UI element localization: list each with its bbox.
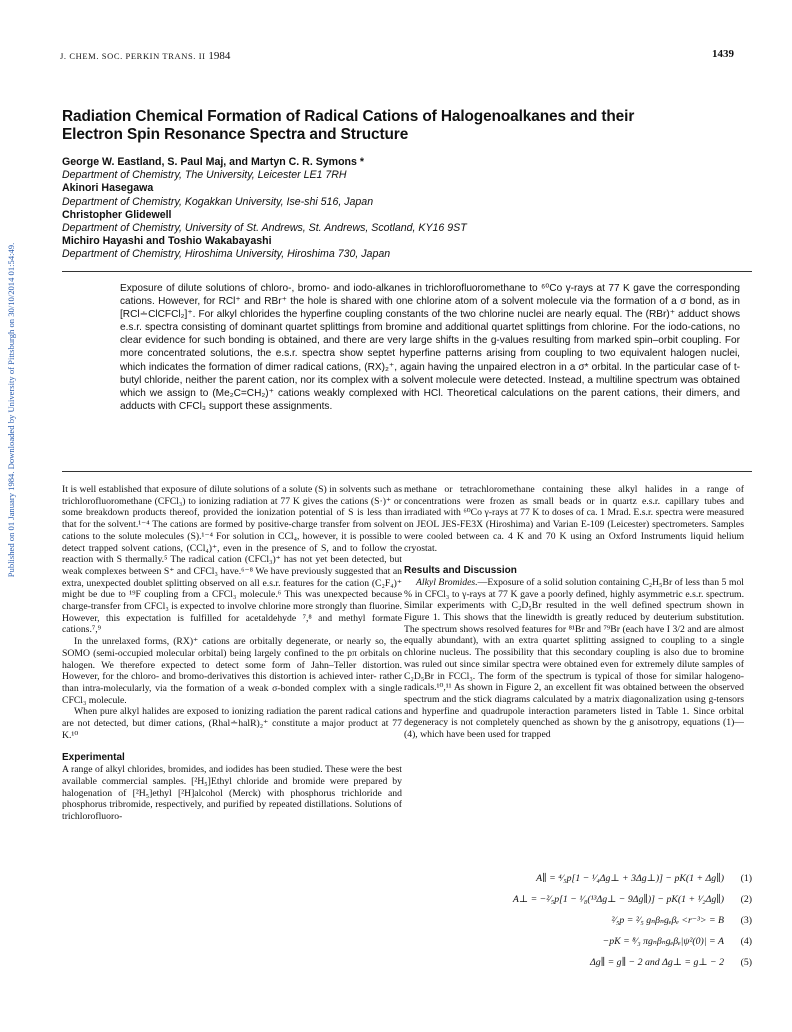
journal-name: J. CHEM. SOC. PERKIN TRANS. II <box>60 51 206 61</box>
results-text: —Exposure of a solid solution containing C₂H₅Br of less than 5 mol % in CFCl₃ to γ-rays at 77 K gave a poorly defined, highly asymmetric e.s.r. spectrum. Similar experiments with C₂D₅Br resulted in the well defined spectrum shown in Figure 1. This shows that the linewidth is greatly reduced by deuterium substitution. The spectrum shows resolved features for ⁸¹Br and ⁷⁹Br (each have I 3/2 and are almost equally abundant), with an extra quartet splitting assigned to coupling to a single chlorine nucleus. The possibility that this secondary coupling is also due to bromine was ruled out since similar spectra were obtained even for extremely dilute samples of C₂D₅Br in FCCl₃. The form of the spectrum is typical of those for similar halogeno-radicals.¹⁰,¹¹ As shown in Figure 2, an excellent fit was obtained between the observed spectrum and the stick diagrams calculated by a matrix diagonalization using g-tensors and hyperfine and quadrupole interaction parameters listed in Table 1. Since orbital degeneracy is not completely quenched as shown by the g anisotropy, equations (1)—(4), which have been used for trapped <box>404 576 744 741</box>
journal-year: 1984 <box>208 50 231 62</box>
journal-citation <box>60 50 230 62</box>
equation-expression: −pK = ⁸⁄₃ πgₙβₙgₑβₑ|ψ²(0)| = A <box>602 936 724 947</box>
intro-paragraph: It is well established that exposure of dilute solutions of a solute (S) in solvents such as trichlorofluoromethane (CFCl₃) to ionizing radiation at 77 K gives the cations (S·)⁺ or some breakdown products thereof, provided the ionization potential of S is less than that for the solvent.¹⁻⁴ The cations are formed by positive-charge transfer from solvent cations to the solute molecules (S).¹⁻⁴ For solution in CCl₄, however, it is possible to detect trapped solvent cations, (CCl₄)⁺, even in the presence of S, and to follow the reaction with S thermally.⁵ The radical cation (CFCl₃)⁺ has not yet been detected, but weak complexes between S⁺ and CFCl₃ have.⁶⁻⁸ We have previously suggested that an extra, unexpected doublet splitting observed on all e.s.r. features for the cation (C₂F₄)⁺ might be due to ¹⁹F coupling from a CFCl₃ molecule.⁶ This was unexpected because charge-transfer from CFCl₃ is expected to involve chlorine more strongly than fluorine. However, this expectation is fulfilled for acetaldehyde ⁷,⁸ and methyl formate cations.⁷,⁹ <box>62 484 402 636</box>
subsection-heading: Alkyl Bromides. <box>416 576 478 588</box>
equation <box>404 891 752 912</box>
equation-expression: Δg∥ = g∥ − 2 and Δg⊥ = g⊥ − 2 <box>590 957 724 968</box>
author-names: Michiro Hayashi and Toshio Wakabayashi <box>62 235 272 248</box>
equation-expression: A⊥ = −²⁄₅p[1 − ¹⁄₈(¹³Δg⊥ − 9Δg∥)] − pK(1 + ¹⁄₂Δg∥) <box>512 894 724 905</box>
equation-number: (1) <box>740 873 752 884</box>
author-list <box>62 156 742 262</box>
equation <box>404 954 752 975</box>
left-column <box>62 484 402 823</box>
running-header <box>60 48 734 62</box>
equation-block <box>404 870 752 975</box>
equation-number: (4) <box>740 936 752 947</box>
right-column <box>404 484 744 741</box>
equation <box>404 912 752 933</box>
title-line-1: Radiation Chemical Formation of Radical Cations of Halogenoalkanes and their <box>62 108 635 125</box>
experimental-continued: methane or tetrachloromethane containing these alkyl halides in a range of concentrations were frozen as small beads or in quartz e.s.r. capillary tubes and irradiated with ⁶⁰Co γ-rays at 77 K to doses of ca. 1 Mrad. E.s.r. spectra were measured on JEOL JES-FE3X (Hiroshima) and Varian E-109 (Leicester) spectrometers. Samples were cooled between ca. 4 K and 70 K using an Oxford Instruments liquid helium cryostat. <box>404 484 744 554</box>
author-names: George W. Eastland, S. Paul Maj, and Martyn C. R. Symons * <box>62 156 364 168</box>
equation-number: (5) <box>740 957 752 968</box>
equation-number: (2) <box>740 894 752 905</box>
author-affiliation: Department of Chemistry, University of St. Andrews, St. Andrews, Scotland, KY16 9ST <box>62 222 467 235</box>
experimental-paragraph: A range of alkyl chlorides, bromides, and iodides has been studied. These were the best available commercial samples. [²H₅]Ethyl chloride and bromide were prepared by halogenation of [²H₅]ethyl [²H]alcohol (Merck) with phosphorus trichloride and phosphorus tribromide, respectively, and purified by repeated distillations. Solutions of trichlorofluoro- <box>62 764 402 822</box>
equation <box>404 933 752 954</box>
equation <box>404 870 752 891</box>
download-note: Published on 01 January 1984. Downloaded by University of Pittsburgh on 30/10/2014 01:54:49. <box>6 242 16 578</box>
results-heading: Results and Discussion <box>404 565 517 577</box>
download-sidebar <box>2 170 20 650</box>
abstract-rule <box>62 471 752 472</box>
abstract: Exposure of dilute solutions of chloro-, bromo- and iodo-alkanes in trichlorofluoromethane to ⁶⁰Co γ-rays at 77 K gave the corresponding cations. However, for RCl⁺ and RBr⁺ the hole is shared with one chlorine atom of a solvent molecule via the formation of a σ bond, as in [RCl∸ClCFCl₂]⁺. For alkyl chlorides the hyperfine coupling constants of the two chlorine nuclei are nearly equal. The (RBr)⁺ adduct shows e.s.r. spectra consisting of dominant quartet splittings from bromine and additional quartet splittings from chlorine. For the iodo-cations, no clear evidence for such bonding is obtained, and there are very large shifts in the g-values resulting from marked spin–orbit coupling. For more concentrated solutions, the e.s.r. spectra show septet hyperfine patterns arising from coupling to two equivalent halogen nuclei, which indicates the formation of dimer radical cations, (RX)₂⁺, again having the unpaired electron in a σ* orbital. In the particular case of t-butyl chloride, neither the parent cation, nor its complex with a solvent molecule were detected. Instead, a multiline spectrum was obtained which we assign to (Me₂C=CH₂)⁺ cations weakly complexed with HCl. Theoretical calculations on the parent cations, their dimers, and adducts with CFCl₃ support these assignments. <box>120 283 740 412</box>
title-line-2: Electron Spin Resonance Spectra and Structure <box>62 126 409 143</box>
page-number: 1439 <box>712 48 734 60</box>
intro-paragraph: When pure alkyl halides are exposed to ionizing radiation the parent radical cations are not detected, but dimer cations, (Rhal∸halR)₂⁺ constitute a major product at 77 K.¹⁰ <box>62 706 402 741</box>
results-paragraph <box>404 577 744 741</box>
author-names: Akinori Hasegawa <box>62 182 154 195</box>
author-affiliation: Department of Chemistry, The University, Leicester LE1 7RH <box>62 169 347 182</box>
author-names: Christopher Glidewell <box>62 208 172 221</box>
author-affiliation: Department of Chemistry, Kogakkan University, Ise-shi 516, Japan <box>62 195 374 208</box>
experimental-heading: Experimental <box>62 752 125 764</box>
article-title <box>62 108 752 144</box>
equation-expression: A∥ = ⁴⁄₅p[1 − ¹⁄₄Δg⊥ + 3Δg⊥)] − pK(1 + Δg∥) <box>536 873 724 884</box>
intro-paragraph: In the unrelaxed forms, (RX)⁺ cations are orbitally degenerate, or nearly so, the SOMO (semi-occupied molecular orbital) being largely confined to the pπ orbitals on halogen. We therefore expected to detect some form of Jahn–Teller distortion. However, for the chloro- and bromo-derivatives this distortion is achieved inter- rather than intra-molecularly, via the formation of a weak σ-bonded complex with a single CFCl₃ molecule. <box>62 636 402 706</box>
author-affiliation: Department of Chemistry, Hiroshima University, Hiroshima 730, Japan <box>62 248 391 261</box>
equation-expression: ²⁄₅p = ²⁄₅ gₙβₙgₑβₑ <r⁻³> = B <box>611 915 724 926</box>
equation-number: (3) <box>740 915 752 926</box>
top-rule <box>62 271 752 272</box>
